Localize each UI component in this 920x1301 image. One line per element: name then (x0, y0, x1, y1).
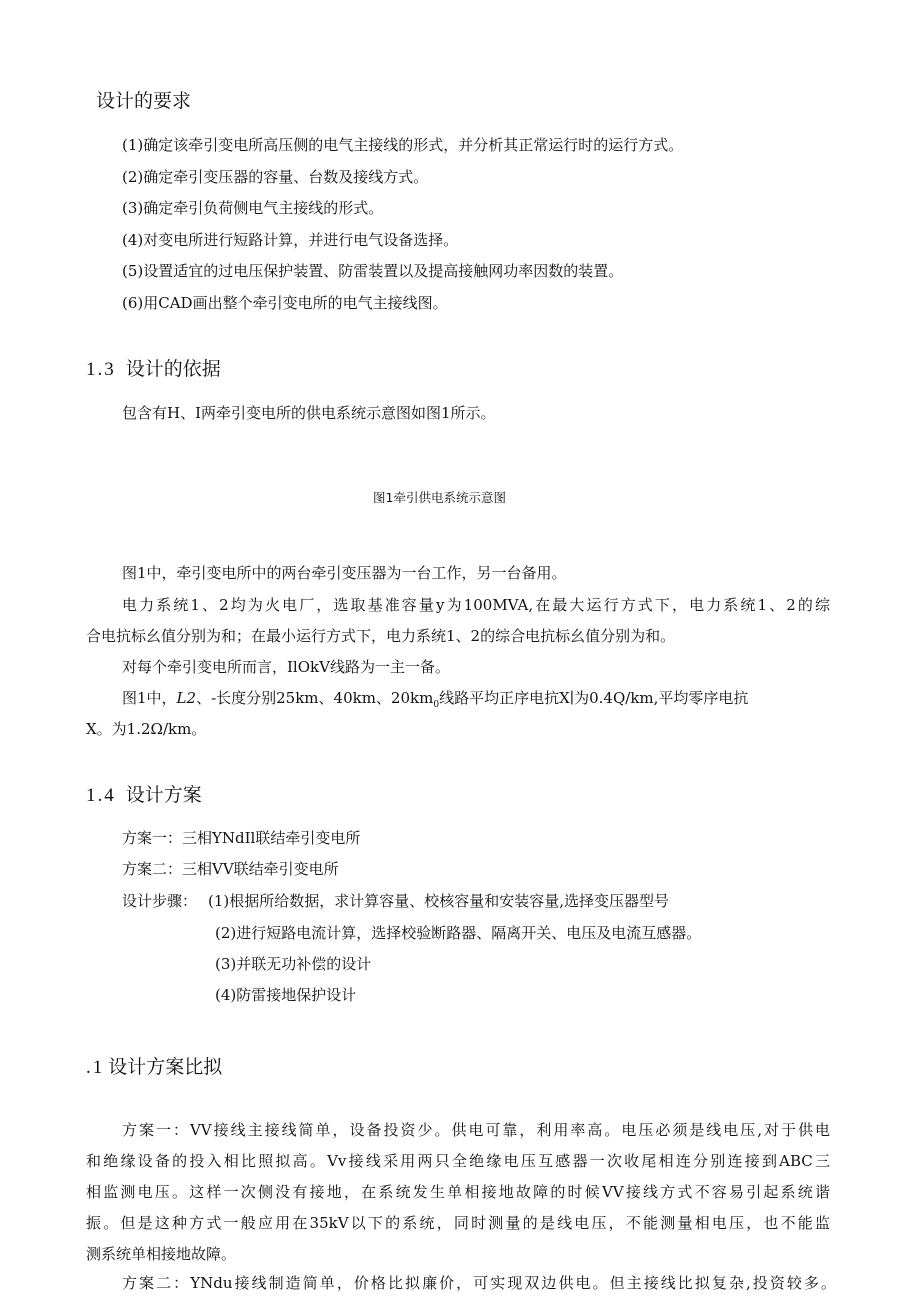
basis-paragraph: 合电抗标幺值分别为和；在最小运行方式下，电力系统1、2的综合电抗标幺值分别为和。 (86, 627, 676, 645)
basis-paragraph: 图1中，牵引变电所中的两台牵引变压器为一台工作，另一台备用。 (122, 564, 567, 582)
basis-paragraph: 对每个牵引变电所而言，IlOkV线路为一主一备。 (122, 658, 450, 676)
basis-paragraph: X。为1.2Ω/km。 (86, 720, 207, 738)
line-lengths-subscript: 0 (433, 700, 440, 710)
compare-line: 相监测电压。这样一次侧没有接地，在系统发生单相接地故障的时候VV接线方式不容易引起系统谐 (86, 1183, 830, 1201)
heading-basis-title: 设计的依据 (125, 358, 221, 380)
requirement-item: (4)对变电所进行短路计算，并进行电气设备选择。 (122, 231, 459, 249)
heading-compare-title: 设计方案比拟 (108, 1056, 223, 1078)
design-step: (4)防雷接地保护设计 (215, 986, 357, 1004)
heading-compare (86, 1052, 222, 1079)
requirement-item: (6)用CAD画出整个牵引变电所的电气主接线图。 (122, 294, 448, 312)
basis-paragraph: 电力系统1、2均为火电厂，选取基准容量y为100MVA,在最大运行方式下，电力系统1、2的综 (122, 596, 830, 614)
requirement-item: (5)设置适宜的过电压保护装置、防雷装置以及提高接触网功率因数的装置。 (122, 262, 624, 280)
basis-intro: 包含有H、I两牵引变电所的供电系统示意图如图1所示。 (122, 404, 496, 422)
requirement-item: (3)确定牵引负荷侧电气主接线的形式。 (122, 199, 384, 217)
line-label-l2: L2 (176, 689, 197, 707)
heading-basis-number: 1.3 (86, 359, 116, 380)
line-lengths-rest: 、-长度分别25km、40km、20km (196, 689, 434, 707)
design-step: (1)根据所给数据，求计算容量、校核容量和安装容量,选择变压器型号 (208, 892, 670, 910)
design-step: (3)并联无功补偿的设计 (215, 955, 372, 973)
figure-caption: 图1牵引供电系统示意图 (373, 490, 506, 505)
compare-line: 测系统单相接地故障。 (86, 1245, 237, 1263)
compare-line: 方案一：VV接线主接线简单，设备投资少。供电可靠，利用率高。电压必须是线电压,对于供电 (122, 1121, 830, 1139)
heading-basis (86, 354, 221, 381)
compare-line: 方案二：YNdu接线制造简单，价格比拟廉价，可实现双边供电。但主接线比拟复杂,投资较多。 (122, 1274, 836, 1292)
plan-two: 方案二：三相VV联结牵引变电所 (122, 860, 339, 878)
line-lengths-prefix: 图1中， (122, 689, 177, 707)
heading-plan-title: 设计方案 (125, 784, 202, 806)
requirement-item: (1)确定该牵引变电所高压侧的电气主接线的形式，并分析其正常运行时的运行方式。 (122, 136, 684, 154)
line-lengths-paragraph (122, 688, 748, 715)
plan-one: 方案一：三相YNdIl联结牵引变电所 (122, 829, 361, 847)
requirement-item: (2)确定牵引变压器的容量、台数及接线方式。 (122, 168, 429, 186)
design-step: (2)进行短路电流计算，选择校验断路器、隔离开关、电压及电流互感器。 (215, 924, 702, 942)
heading-compare-number: .1 (86, 1057, 105, 1078)
compare-line: 振。但是这种方式一般应用在35kV以下的系统，同时测量的是线电压，不能测量相电压，也不能监 (86, 1214, 830, 1232)
heading-requirements-title: 设计的要求 (96, 90, 192, 112)
heading-plan (86, 780, 202, 807)
heading-plan-number: 1.4 (86, 785, 116, 806)
heading-requirements (96, 86, 191, 113)
compare-line: 和绝缘设备的投入相比照拟高。Vv接线采用两只全绝缘电压互感器一次收尾相连分别连接到ABC三 (86, 1152, 830, 1170)
line-lengths-tail: 线路平均正序电抗X∣为0.4Q/km,平均零序电抗 (439, 689, 749, 707)
design-steps-label: 设计步骤： (122, 892, 198, 910)
